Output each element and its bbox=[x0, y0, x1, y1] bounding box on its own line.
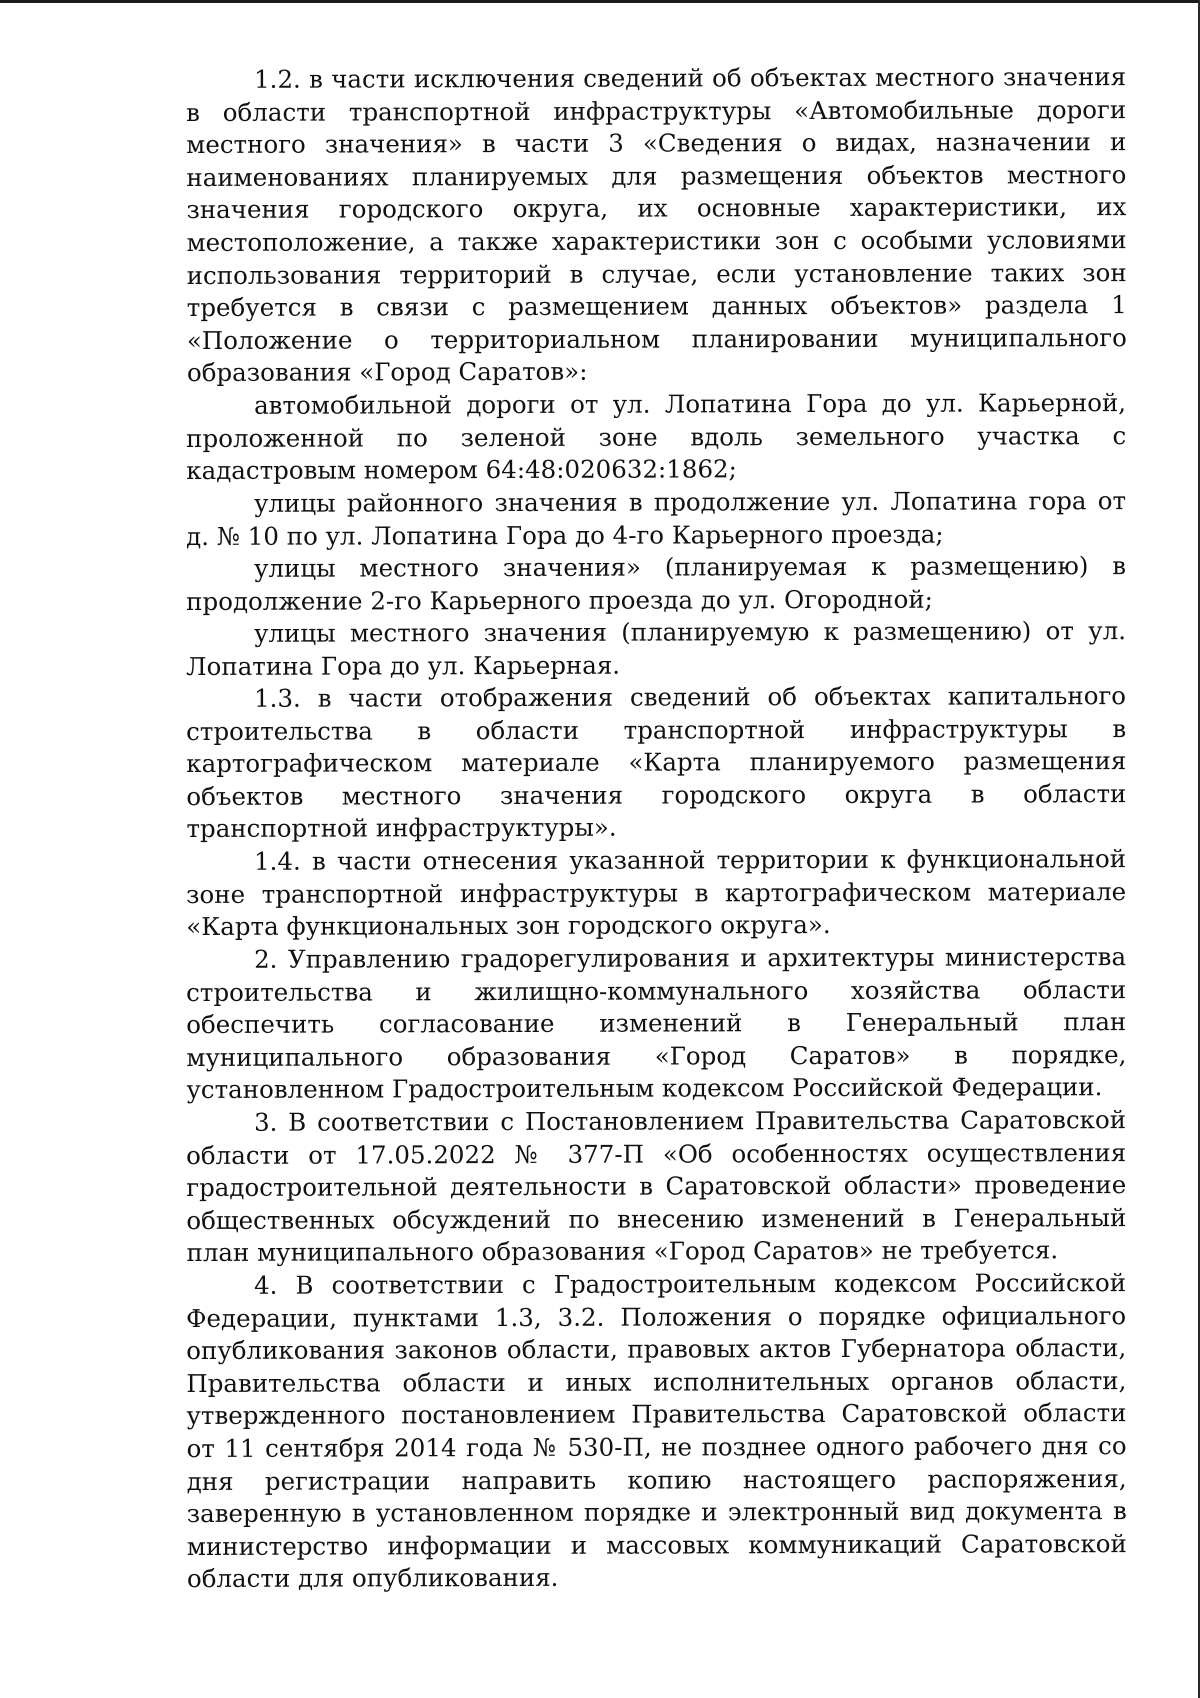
paragraph-2: 2. Управлению градорегулирования и архитектуры министерства строительства и жилищно-коммунального хозяйства области обеспечить согласование изменений в Генеральный план муниципального образования «Город Саратов» в порядке, установленном Градостроительным кодексом Российской Федерации. bbox=[186, 942, 1127, 1105]
scan-top-edge bbox=[0, 0, 1200, 3]
paragraph-1-4: 1.4. в части отнесения указанной территории к функциональной зоне транспортной инфраструктуры в картографическом материале «Карта функциональных зон городского округа». bbox=[186, 844, 1127, 942]
paragraph-district-street: улицы районного значения в продолжение ул. Лопатина гора от д. № 10 по ул. Лопатина Гора до 4-го Карьерного проезда; bbox=[186, 485, 1127, 551]
paragraph-local-street-1: улицы местного значения» (планируемая к размещению) в продолжение 2-го Карьерного проезда до ул. Огородной; bbox=[186, 550, 1127, 616]
paragraph-4: 4. В соответствии с Градостроительным кодексом Российской Федерации, пунктами 1.3, 3.2. Положения о порядке официального опубликования законов области, правовых актов Губернатора области, Правительства области и иных исполнительных органов области, утвержденного постановлением Правительства Саратовской области от 11 сентября 2014 года № 530-П, не позднее одного рабочего дня со дня регистрации направить копию настоящего распоряжения, заверенную в установленном порядке и электронный вид документа в министерство информации и массовых коммуникаций Саратовской области для опубликования. bbox=[186, 1268, 1127, 1594]
paragraph-1-3: 1.3. в части отображения сведений об объектах капитального строительства в области транспортной инфраструктуры в картографическом материале «Карта планируемого размещения объектов местного значения городского округа в области транспортной инфраструктуры». bbox=[186, 681, 1127, 844]
paragraph-3: 3. В соответствии с Постановлением Правительства Саратовской области от 17.05.2022 № 377-П «Об особенностях осуществления градостроительной деятельности в Саратовской области» проведение общественных обсуждений по внесению изменений в Генеральный план муниципального образования «Город Саратов» не требуется. bbox=[186, 1105, 1127, 1268]
paragraph-1-2: 1.2. в части исключения сведений об объектах местного значения в области транспортной инфраструктуры «Автомобильные дороги местного значения» в части 3 «Сведения о видах, назначении и наименованиях планируемых для размещения объектов местного значения городского округа, их основные характеристики, их местоположение, а также характеристики зон с особыми условиями использования территорий в случае, если установление таких зон требуется в связи с размещением данных объектов» раздела 1 «Положение о территориальном планировании муниципального образования «Город Саратов»: bbox=[186, 62, 1127, 388]
document-body bbox=[186, 64, 1126, 1596]
paragraph-road: автомобильной дороги от ул. Лопатина Гора до ул. Карьерной, проложенной по зеленой зоне вдоль земельного участка с кадастровым номером 64:48:020632:1862; bbox=[186, 387, 1127, 486]
paragraph-local-street-2: улицы местного значения (планируемую к размещению) от ул. Лопатина Гора до ул. Карьерная. bbox=[186, 616, 1127, 681]
